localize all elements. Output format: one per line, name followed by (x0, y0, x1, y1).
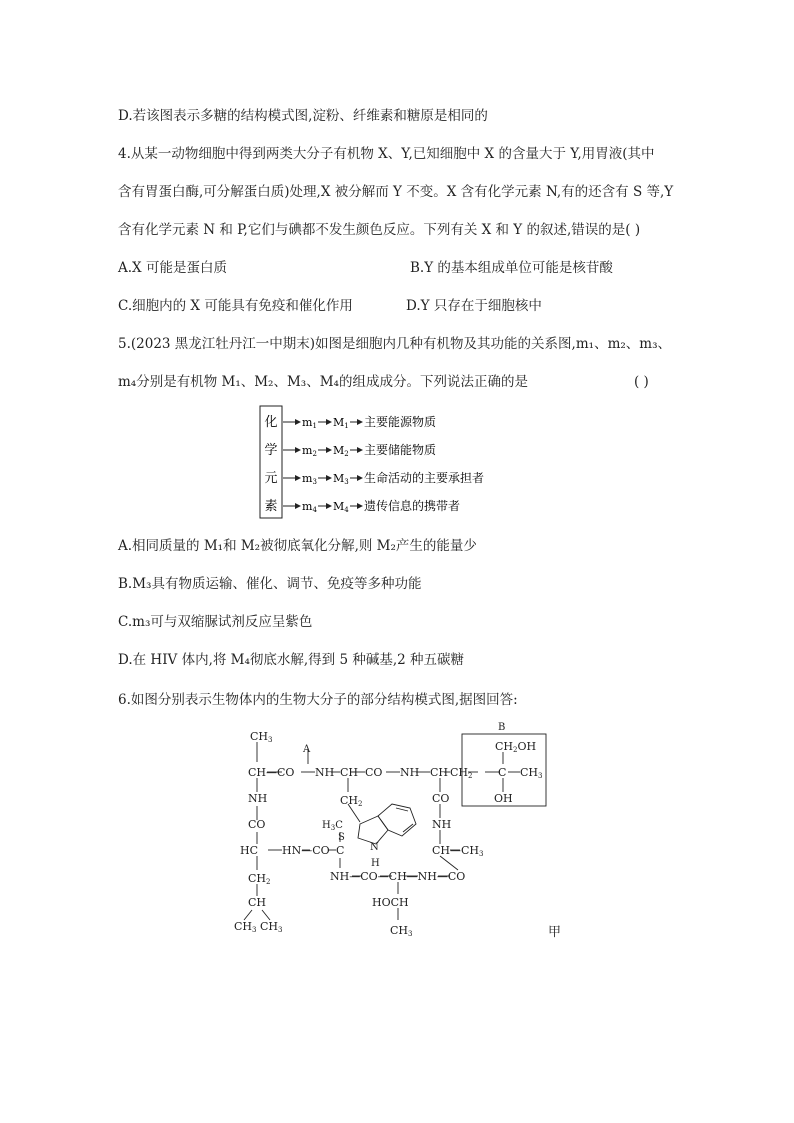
svg-text:H: H (371, 858, 380, 869)
q5-answer-paren: ( ) (634, 374, 649, 390)
q5-stem-line1: 5.(2023 黑龙江牡丹江一中期末)如图是细胞内几种有机物及其功能的关系图,m₁、m₂、m₃、 (118, 336, 671, 352)
svg-text:CH2: CH2 (450, 766, 473, 780)
q6-stem-line1: 6.如图分别表示生物体内的生物大分子的部分结构模式图,据图回答: (118, 692, 518, 708)
svg-text:HN—CO: HN—CO (282, 844, 330, 857)
svg-text:CH2: CH2 (340, 794, 363, 808)
svg-text:CH—CH3: CH—CH3 (432, 844, 484, 858)
box-char-2: 学 (264, 443, 278, 458)
diagram-row-2 (283, 442, 436, 458)
q5-option-c: C.m₃可与双缩脲试剂反应呈紫色 (118, 614, 313, 630)
svg-text:CH: CH (248, 896, 267, 909)
q3-option-d: D.若该图表示多糖的结构模式图,淀粉、纤维素和糖原是相同的 (118, 108, 488, 124)
q5-stem-line2: m₄分别是有机物 M₁、M₂、M₃、M₄的组成成分。下列说法正确的是 (118, 374, 528, 390)
function-label-3: 生命活动的主要承担者 (364, 471, 485, 485)
svg-text:M2: M2 (333, 444, 349, 458)
svg-text:CH: CH (340, 766, 359, 779)
figure-label-jia: 甲 (548, 925, 562, 940)
svg-text:C: C (336, 844, 345, 857)
function-label-4: 遗传信息的携带者 (364, 499, 461, 513)
svg-text:m4: m4 (302, 500, 317, 514)
function-label-1: 主要能源物质 (364, 415, 437, 429)
svg-text:CH2OH: CH2OH (495, 740, 537, 754)
q5-option-d: D.在 HIV 体内,将 M₄彻底水解,得到 5 种碱基,2 种五碳糖 (118, 652, 465, 668)
box-char-3: 元 (264, 471, 278, 486)
q4-option-b: B.Y 的基本组成单位可能是核苷酸 (410, 260, 613, 276)
svg-text:HOCH: HOCH (372, 896, 409, 909)
svg-text:m2: m2 (302, 444, 317, 458)
svg-text:CO: CO (365, 766, 383, 779)
q4-option-c: C.细胞内的 X 可能具有免疫和催化作用 (118, 298, 353, 314)
svg-text:CO: CO (432, 792, 450, 805)
svg-text:NH: NH (315, 766, 335, 779)
svg-text:C: C (498, 766, 507, 779)
diagram-row-1 (283, 414, 436, 430)
peptide-structure-figure (230, 720, 570, 945)
q4-stem-line3: 含有化学元素 N 和 P,它们与碘都不发生颜色反应。下列有关 X 和 Y 的叙述,错误的是( ) (118, 222, 641, 238)
q5-option-a: A.相同质量的 M₁和 M₂被彻底氧化分解,则 M₂产生的能量少 (118, 538, 477, 554)
svg-text:NH—CO—CH—NH—CO: NH—CO—CH—NH—CO (330, 870, 466, 883)
q4-option-d: D.Y 只存在于细胞核中 (406, 298, 542, 314)
svg-text:m3: m3 (302, 472, 317, 486)
diagram-row-3 (283, 470, 484, 486)
box-char-1: 化 (264, 415, 278, 430)
svg-text:HC: HC (240, 844, 259, 857)
svg-text:CO: CO (248, 818, 266, 831)
svg-text:CH—CO: CH—CO (248, 766, 295, 779)
svg-text:NH: NH (400, 766, 420, 779)
svg-text:NH: NH (248, 792, 268, 805)
svg-text:CH3: CH3 (250, 730, 273, 744)
svg-text:M1: M1 (333, 416, 349, 430)
q4-stem-line1: 4.从某一动物细胞中得到两类大分子有机物 X、Y,已知细胞中 X 的含量大于 Y,用胃液(其中 (118, 146, 655, 162)
q4-stem-line2: 含有胃蛋白酶,可分解蛋白质)处理,X 被分解而 Y 不变。X 含有化学元素 N,有的还含有 S 等,Y (118, 184, 674, 200)
svg-text:H3C: $H_3C$ (322, 820, 343, 832)
svg-text:N: N (370, 842, 379, 853)
label-b: B (498, 722, 506, 733)
svg-text:S: S (338, 832, 345, 843)
q5-option-b: B.M₃具有物质运输、催化、调节、免疫等多种功能 (118, 576, 422, 592)
label-a: A (303, 744, 311, 755)
svg-text:M3: M3 (333, 472, 349, 486)
q4-option-a: A.X 可能是蛋白质 (118, 260, 227, 276)
svg-text:CH3: CH3 (234, 920, 257, 934)
svg-text:CH3: CH3 (520, 766, 543, 780)
svg-text:CH3: CH3 (390, 924, 413, 938)
svg-text:NH: NH (432, 818, 452, 831)
svg-text:CH2: CH2 (248, 872, 271, 886)
svg-text:OH: OH (494, 792, 513, 805)
svg-text:M4: M4 (333, 500, 349, 514)
svg-text:CH: CH (430, 766, 449, 779)
box-char-4: 素 (264, 499, 278, 514)
organic-matter-relation-diagram (258, 404, 518, 522)
svg-text:CH3: CH3 (260, 920, 283, 934)
diagram-row-4 (283, 498, 460, 514)
function-label-2: 主要储能物质 (364, 443, 437, 457)
svg-text:m1: m1 (302, 416, 317, 430)
